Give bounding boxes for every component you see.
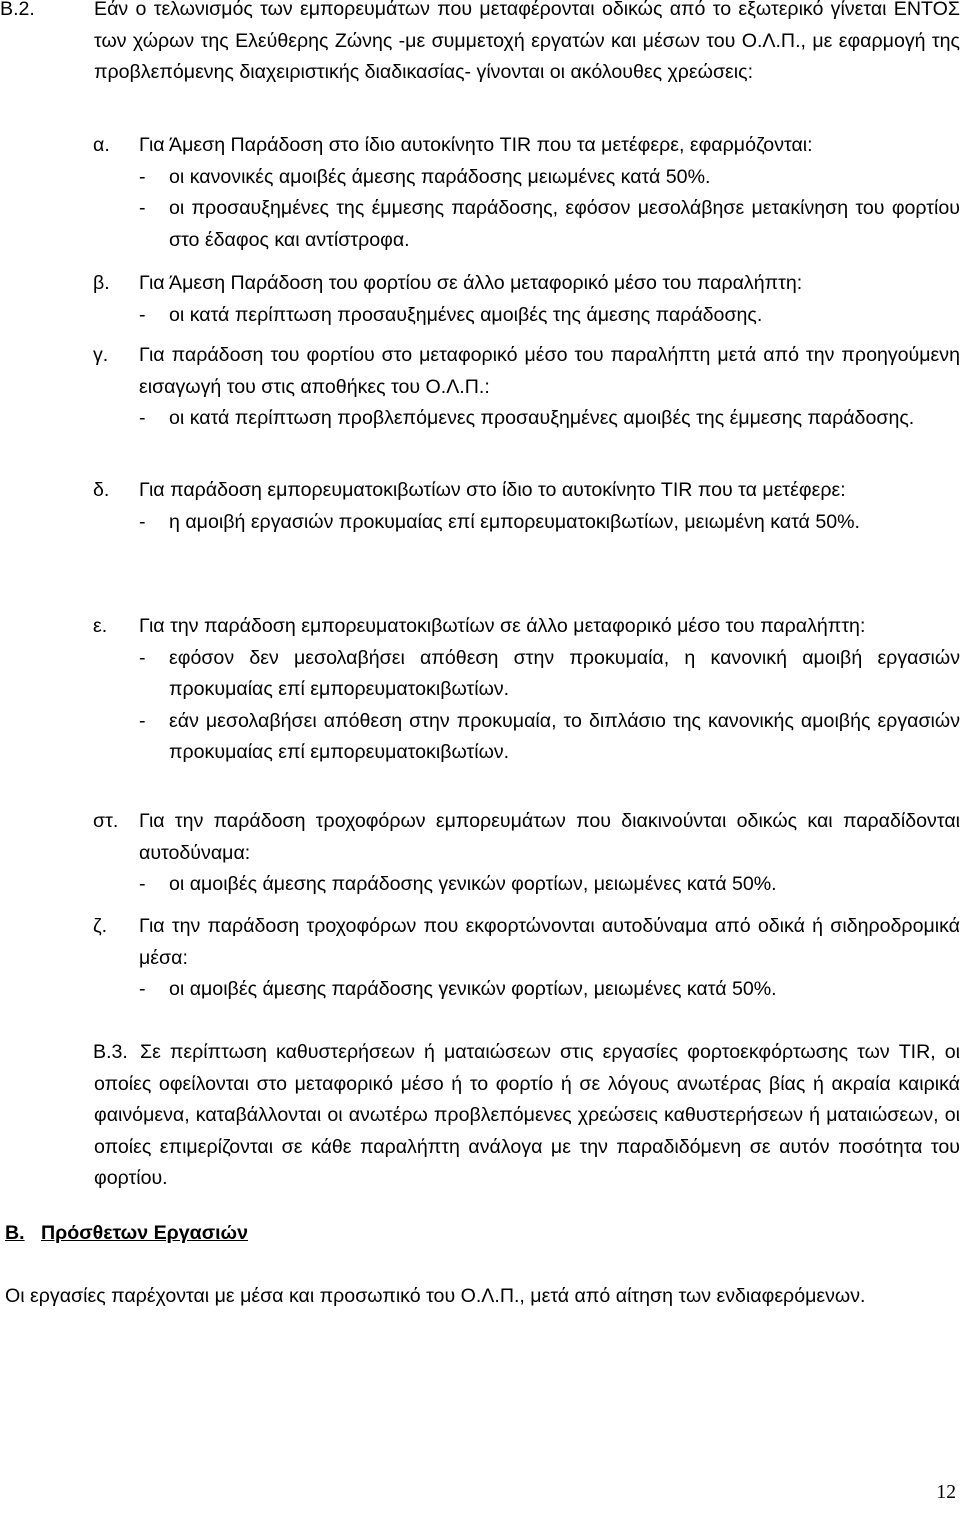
bullet-dash: - (139, 510, 146, 533)
item-text: Για την παράδοση τροχοφόρων που εκφορτώνονται αυτοδύναμα από οδικά ή σιδηροδρομικά μέσα: (139, 915, 960, 969)
item-label: α. (93, 134, 110, 156)
item-label: δ. (93, 479, 110, 501)
item-label: γ. (93, 344, 109, 366)
item-text: Για Άμεση Παράδοση του φορτίου σε άλλο μεταφορικό μέσο του παραλήπτη: (139, 272, 803, 294)
section-b3-text: Σε περίπτωση καθυστερήσεων ή ματαιώσεων στις εργασίες φορτοεκφόρτωσης των TIR, οι οποίες οφείλονται στο μεταφορικό μέσο ή το φορτίο ή σε λόγους ανωτέρας βίας ή ακραία καιρικά φαινόμενα, καταβάλλονται οι ανωτέρω προβλεπόμενες χρεώσεις καθυστερήσεων ή ματαιώσεων, οι οποίες επιμερίζονται σε κάθε παραλήπτη ανάλογα με την παραδιδόμενη σε αυτόν ποσότητα του φορτίου. (94, 1041, 960, 1189)
bullet-item (139, 162, 960, 194)
bullet-text: οι αμοιβές άμεσης παράδοσης γενικών φορτίων, μειωμένες κατά 50%. (169, 978, 777, 1000)
bullet-dash: - (139, 873, 146, 895)
item-text: Για την παράδοση εμπορευματοκιβωτίων σε άλλο μεταφορικό μέσο του παραλήπτη: (139, 615, 866, 637)
bullet-text: η αμοιβή εργασιών προκυμαίας επί εμπορευματοκιβωτίων, μειωμένη κατά 50%. (169, 510, 860, 533)
bullet-dash: - (139, 303, 146, 326)
section-b2-intro: Εάν ο τελωνισμός των εμπορευμάτων που μεταφέρονται οδικώς από το εξωτερικό γίνεται ΕΝΤΟΣ των χώρων της Ελεύθερης Ζώνης -με συμμετοχή εργατών και μέσων του Ο.Λ.Π., με εφαρμογή της προβλεπόμενης διαχειριστικής διαδικασίας- γίνονται οι ακόλουθες χρεώσεις: (94, 0, 960, 83)
bullet-text: εφόσον δεν μεσολαβήσει απόθεση στην προκυμαία, η κανονική αμοιβή εργασιών προκυμαίας επί εμπορευματοκιβωτίων. (169, 646, 960, 700)
section-heading-title: Πρόσθετων Εργασιών (40, 1222, 249, 1244)
bullet-text: εάν μεσολαβήσει απόθεση στην προκυμαία, το διπλάσιο της κανονικής αμοιβής εργασιών προκυμαίας επί εμπορευματοκιβωτίων. (169, 709, 960, 763)
bullet-text: οι προσαυξημένες της έμμεσης παράδοσης, εφόσον μεσολάβησε μετακίνηση του φορτίου στο έδαφος και αντίστροφα. (169, 197, 960, 251)
bullet-text: οι κατά περίπτωση προσαυξημένες αμοιβές της άμεσης παράδοσης. (169, 303, 763, 326)
bullet-text: οι αμοιβές άμεσης παράδοσης γενικών φορτίων, μειωμένες κατά 50%. (169, 873, 777, 895)
item-label: ε. (93, 615, 108, 637)
bullet-dash: - (139, 407, 146, 429)
bullet-item (139, 300, 960, 332)
bullet-item (139, 643, 960, 706)
bullet-dash: - (139, 709, 146, 732)
bullet-item (139, 507, 960, 539)
bullet-item (139, 193, 960, 256)
item-text: Για παράδοση του φορτίου στο μεταφορικό μέσο του παραλήπτη μετά από την προηγούμενη εισαγωγή του στις αποθήκες του Ο.Λ.Π.: (139, 344, 960, 398)
section-heading-label: Β. (5, 1222, 25, 1244)
bullet-text: οι κανονικές αμοιβές άμεσης παράδοσης μειωμένες κατά 50%. (169, 165, 711, 188)
bullet-dash: - (139, 165, 146, 188)
bullet-item (139, 706, 960, 769)
item-text: Για Άμεση Παράδοση στο ίδιο αυτοκίνητο TIR που τα μετέφερε, εφαρμόζονται: (139, 134, 813, 156)
bullet-dash: - (139, 646, 146, 669)
bullet-item (139, 974, 960, 1006)
item-label: ζ. (93, 915, 108, 937)
item-text: Για παράδοση εμπορευματοκιβωτίων στο ίδιο το αυτοκίνητο TIR που τα μετέφερε: (139, 479, 846, 501)
bullet-item (139, 403, 960, 435)
section-b3-label: B.3. (93, 1041, 128, 1063)
closing-paragraph: Οι εργασίες παρέχονται με μέσα και προσωπικό του Ο.Λ.Π., μετά από αίτηση των ενδιαφερόμενων. (5, 1285, 866, 1307)
section-b2-label: B.2. (0, 0, 35, 20)
item-label: β. (93, 272, 110, 294)
bullet-dash: - (139, 978, 146, 1000)
item-label: στ. (93, 810, 119, 832)
bullet-dash: - (139, 197, 146, 219)
section-heading (5, 1218, 248, 1250)
bullet-text: οι κατά περίπτωση προβλεπόμενες προσαυξημένες αμοιβές της έμμεσης παράδοσης. (169, 407, 915, 429)
bullet-item (139, 869, 960, 901)
page-number: 12 (936, 1482, 956, 1503)
item-text: Για την παράδοση τροχοφόρων εμπορευμάτων που διακινούνται οδικώς και παραδίδονται αυτοδύναμα: (139, 810, 960, 864)
